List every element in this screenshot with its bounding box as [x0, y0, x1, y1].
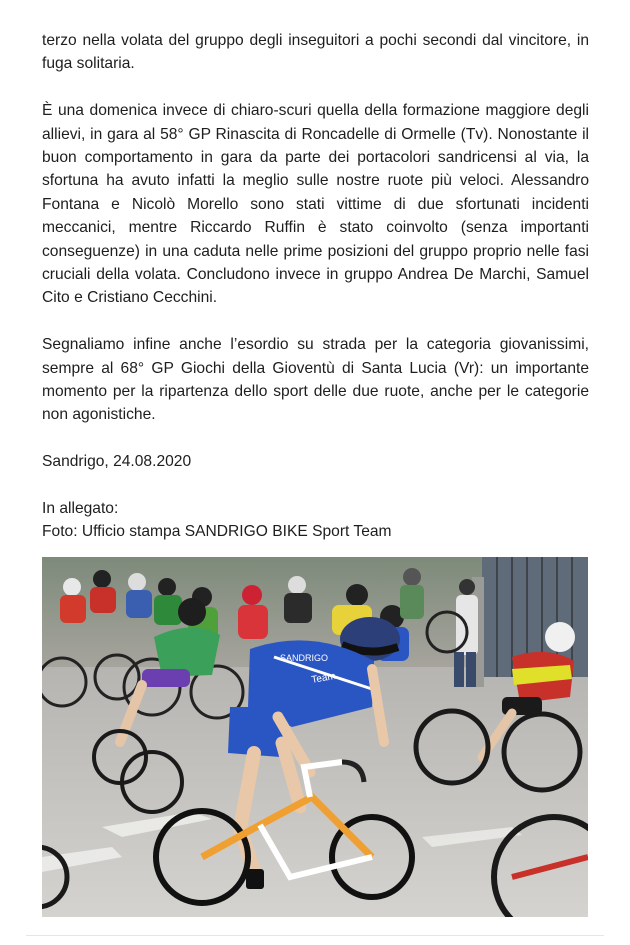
race-photo: [42, 557, 588, 917]
attachment-caption: Foto: Ufficio stampa SANDRIGO BIKE Sport Team: [42, 523, 392, 541]
paragraph-1: terzo nella volata del gruppo degli inseguitori a pochi secondi dal vincitore, in fuga solitaria.: [42, 32, 589, 73]
paragraph-3: Segnaliamo infine anche l’esordio su strada per la categoria giovanissimi, sempre al 68° GP Giochi della Gioventù di Santa Lucia (Vr): un importante momento per la ripartenza dello sport delle due ruote, anche per le categorie non agonistiche.: [42, 336, 589, 424]
paragraph-gap: [42, 310, 589, 333]
jersey-team-text: Team: [310, 670, 337, 686]
page-divider: [26, 935, 604, 936]
paragraph-gap: [42, 427, 589, 450]
jersey-sponsor-text: SANDRIGO: [280, 653, 329, 663]
paragraph-2: È una domenica invece di chiaro-scuri quella della formazione maggiore degli allievi, in gara al 58° GP Rinascita di Roncadelle di Ormelle (Tv). Nonostante il buon comportamento in gara da parte dei portacolori sandricensi al via, la sfortuna ha avuto infatti la meglio sulle nostre ruote più veloci. Alessandro Fontana e Nicolò Morello sono stati vittime di due sfortunati incidenti meccanici, mentre Riccardo Ruffin è stato coinvolto (senza importanti conseguenze) in una caduta nelle prime posizioni del gruppo proprio nelle fasi cruciali della volata. Concludono invece in gruppo Andrea De Marchi, Samuel Cito e Cristiano Cecchini.: [42, 102, 589, 307]
paragraph-gap: [42, 76, 589, 99]
attachment-label: In allegato:: [42, 500, 119, 518]
paragraph-gap: [42, 474, 589, 497]
dateline: Sandrigo, 24.08.2020: [42, 453, 192, 471]
article-body: [42, 29, 589, 544]
cyclists-illustration: [42, 557, 588, 917]
